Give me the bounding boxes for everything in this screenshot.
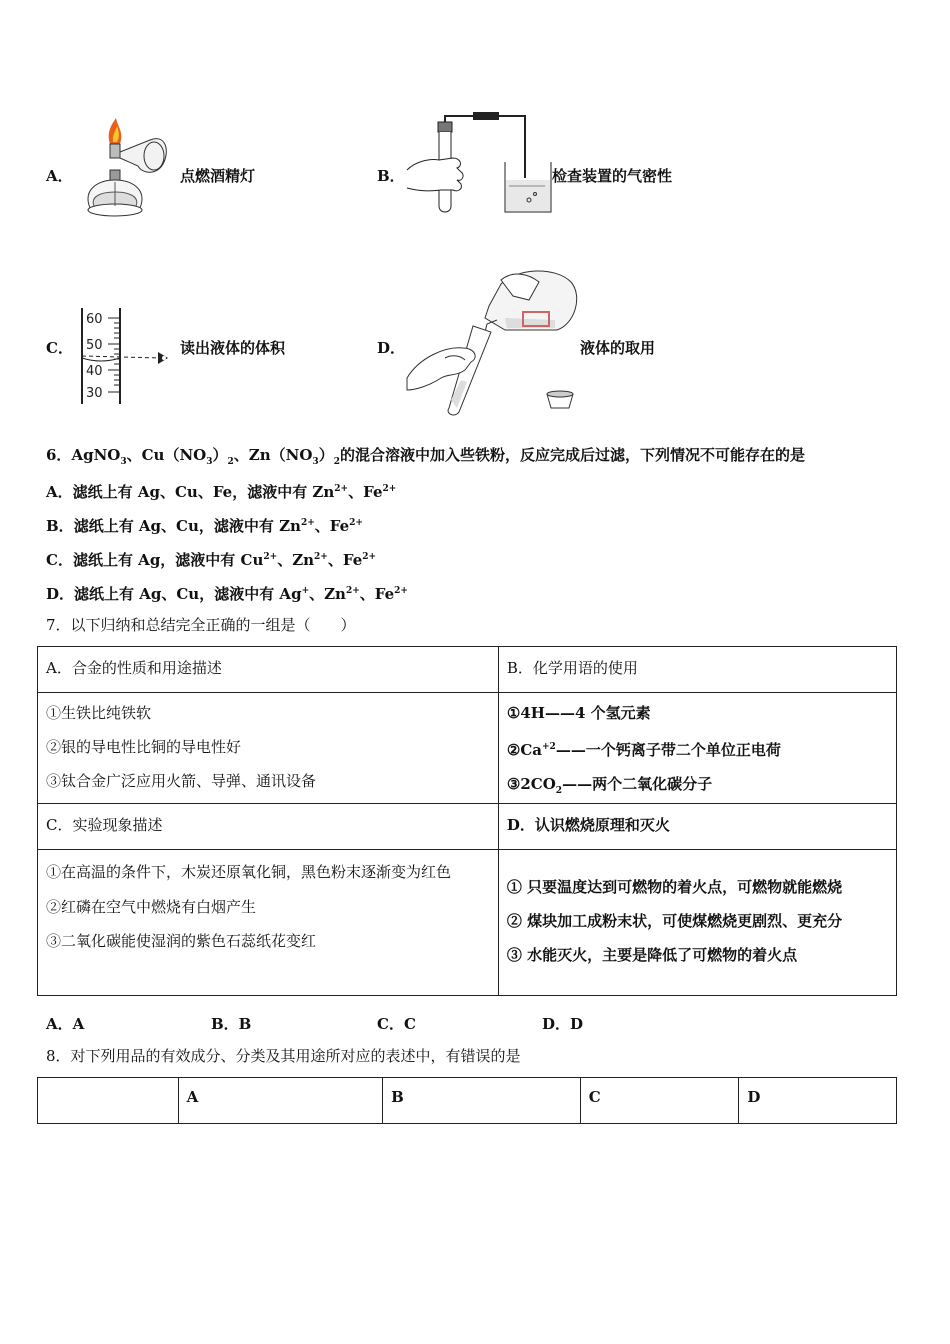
q8-header-d: D [739, 1078, 897, 1124]
q7-cell-b-body: ①4H——4 个氢元素 $②Ca^{+2}——$一个钙离子带二个单位正电荷 $③2CO_2——$两个二氧化碳分子 [498, 693, 896, 804]
q7-answer-d[interactable]: D．D [542, 1015, 584, 1033]
option-a-caption: 点燃酒精灯 [180, 167, 256, 185]
q7-cell-a-head: A．合金的性质和用途描述 [38, 647, 499, 693]
q7-cell-c-body: ①在高温的条件下，木炭还原氧化铜，黑色粉末逐渐变为红色 ②红磷在空气中燃烧有白烟产生 ③二氧化碳能使湿润的紫色石蕊纸花变红 [38, 850, 499, 996]
q6-option-d[interactable]: D．滤纸上有 Ag、Cu，滤液中有 Ag+、$Zn^{2+}$、$Fe^{2+}$ [46, 585, 408, 603]
option-c-caption: 读出液体的体积 [180, 339, 286, 357]
cylinder-tick-30: 30 [86, 386, 103, 401]
q7-answer-c[interactable]: C．C [377, 1015, 416, 1033]
q7-cell-a-body: ①生铁比纯铁软 ②银的导电性比铜的导电性好 ③钛合金广泛应用火箭、导弹、通讯设备 [38, 693, 499, 804]
q7-table [37, 646, 897, 996]
q8-header-c: C [580, 1078, 739, 1124]
q7-cell-d-body: ① 只要温度达到可燃物的着火点，可燃物就能燃烧 ② 煤块加工成粉末状，可使煤燃烧更剧烈、更充分 ③ 水能灭火，主要是降低了可燃物的着火点 [498, 850, 896, 996]
q6-option-b[interactable]: B．滤纸上有 Ag、Cu，滤液中有 $Zn^{2+}$、$Fe^{2+}$ [46, 517, 363, 535]
cylinder-tick-50: 50 [86, 338, 103, 353]
option-d-label: D． [377, 339, 406, 357]
option-b-label: B． [377, 167, 405, 185]
airtightness-check-figure [405, 108, 553, 218]
q7-answer-a[interactable]: A．A [46, 1015, 85, 1033]
q6-stem: 6．AgNO$_3$、$Cu(NO_3)_2$、$Zn(NO_3)_2$的混合溶液中加入些铁粉，反应完成后过滤，下列情况不可能存在的是 [46, 446, 805, 467]
option-b-caption: 检查装置的气密性 [552, 167, 673, 185]
cylinder-tick-60: 60 [86, 312, 103, 327]
q8-header-b: B [383, 1078, 581, 1124]
q6-option-c[interactable]: C．滤纸上有 Ag，滤液中有 $Cu^{2+}$、$Zn^{2+}$、$Fe^{2+}$ [46, 551, 377, 569]
q8-header-blank [38, 1078, 179, 1124]
q7-stem: 7．以下归纳和总结完全正确的一组是（ ） [46, 616, 356, 634]
q8-stem: 8．对下列用品的有效成分、分类及其用途所对应的表述中，有错误的是 [46, 1047, 521, 1065]
cylinder-tick-40: 40 [86, 364, 103, 379]
q8-table [37, 1077, 897, 1124]
liquid-pouring-figure [405, 262, 580, 417]
option-c-label: C． [46, 339, 73, 357]
option-d-caption: 液体的取用 [580, 339, 656, 357]
alcohol-lamp-figure [76, 118, 174, 222]
q7-cell-b-head: B．化学用语的使用 [498, 647, 896, 693]
q7-cell-d-head: D．认识燃烧原理和灭火 [498, 804, 896, 850]
q8-header-a: A [178, 1078, 383, 1124]
q6-option-a[interactable]: A．滤纸上有 Ag、Cu、Fe，滤液中有 $Zn^{2+}$、$Fe^{2+}$ [46, 483, 397, 501]
graduated-cylinder-figure [78, 306, 178, 406]
q7-cell-c-head: C．实验现象描述 [38, 804, 499, 850]
q7-answer-b[interactable]: B．B [211, 1015, 252, 1033]
option-a-label: A． [46, 167, 73, 185]
